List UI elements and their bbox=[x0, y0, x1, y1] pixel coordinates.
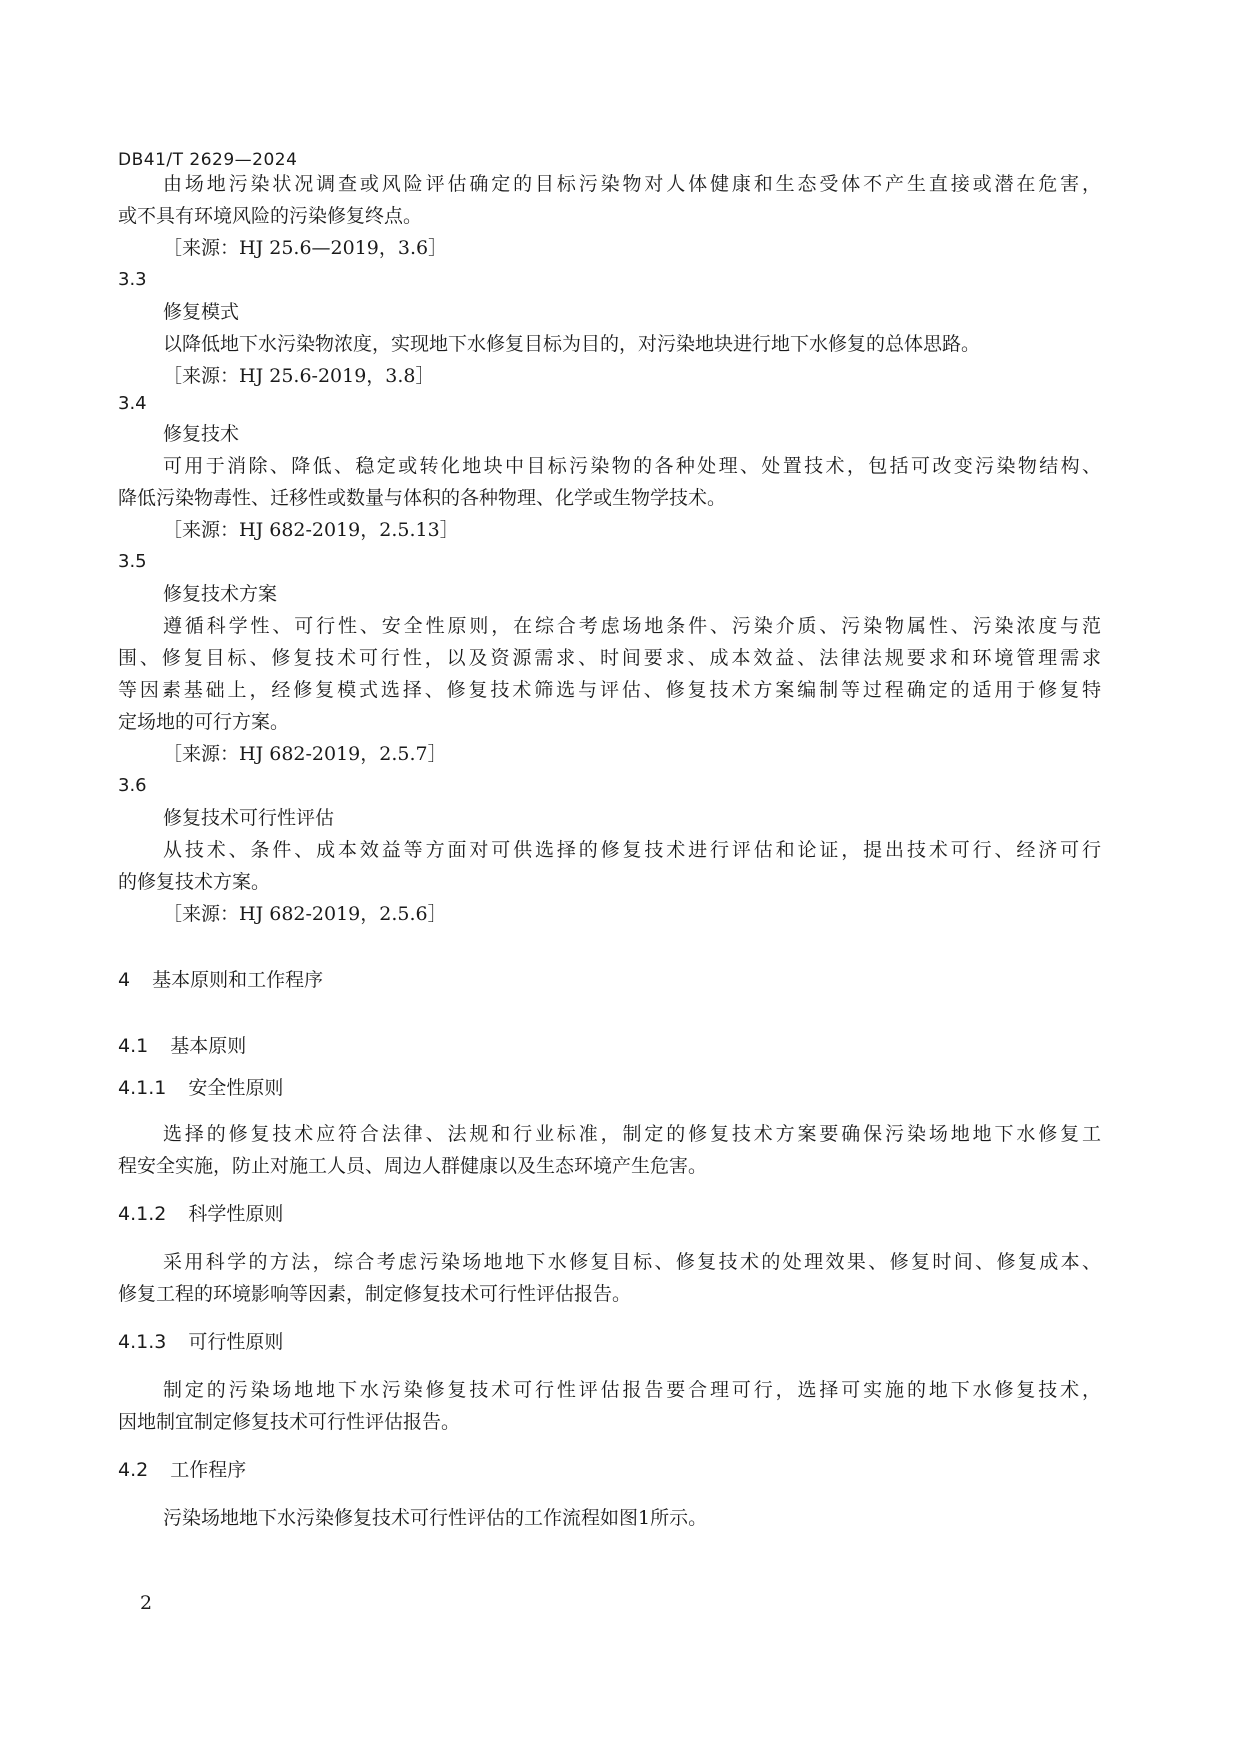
definition-3-5-number: 3.5 bbox=[118, 551, 147, 572]
definition-3-4-term: 修复技术 bbox=[163, 423, 240, 445]
page-number: 2 bbox=[140, 1592, 153, 1614]
definition-3-4-text-line1: 可用于消除、降低、稳定或转化地块中目标污染物的各种处理、处置技术，包括可改变污染物结构、 bbox=[163, 455, 1101, 477]
definition-3-4-text-line2: 降低污染物毒性、迁移性或数量与体积的各种物理、化学或生物学技术。 bbox=[118, 487, 727, 509]
section-4-1-2-number: 4.1.2 bbox=[118, 1203, 167, 1225]
section-4-heading bbox=[118, 968, 323, 992]
section-4-1-number: 4.1 bbox=[118, 1035, 149, 1057]
definition-3-6-text-line1: 从技术、条件、成本效益等方面对可供选择的修复技术进行评估和论证，提出技术可行、经济可行 bbox=[163, 839, 1101, 861]
definition-3-4-source: ［来源：HJ 682-2019，2.5.13］ bbox=[163, 519, 459, 541]
section-4-1-3-text-line2: 因地制宜制定修复技术可行性评估报告。 bbox=[118, 1411, 461, 1433]
section-4-2-title: 工作程序 bbox=[170, 1459, 247, 1481]
definition-3-6-term: 修复技术可行性评估 bbox=[163, 807, 335, 829]
definition-3-5-text-line3: 等因素基础上，经修复模式选择、修复技术筛选与评估、修复技术方案编制等过程确定的适用于修复特 bbox=[118, 679, 1101, 701]
section-4-1-3-title: 可行性原则 bbox=[188, 1331, 284, 1353]
section-4-2-text: 污染场地地下水污染修复技术可行性评估的工作流程如图1所示。 bbox=[163, 1507, 708, 1529]
definition-3-2-text-line1: 由场地污染状况调查或风险评估确定的目标污染物对人体健康和生态受体不产生直接或潜在危害， bbox=[163, 173, 1101, 195]
definition-3-3-term: 修复模式 bbox=[163, 301, 240, 323]
section-4-1-2-heading bbox=[118, 1202, 283, 1226]
definition-3-5-source: ［来源：HJ 682-2019，2.5.7］ bbox=[163, 743, 447, 765]
section-4-2-number: 4.2 bbox=[118, 1459, 149, 1481]
section-4-1-1-text-line1: 选择的修复技术应符合法律、法规和行业标准，制定的修复技术方案要确保污染场地地下水修复工 bbox=[163, 1123, 1101, 1145]
definition-3-5-text-line1: 遵循科学性、可行性、安全性原则，在综合考虑场地条件、污染介质、污染物属性、污染浓度与范 bbox=[163, 615, 1101, 637]
definition-3-5-text-line4: 定场地的可行方案。 bbox=[118, 711, 290, 733]
section-4-title: 基本原则和工作程序 bbox=[152, 969, 324, 991]
section-4-1-3-heading bbox=[118, 1330, 283, 1354]
section-4-1-3-text-line1: 制定的污染场地地下水污染修复技术可行性评估报告要合理可行，选择可实施的地下水修复技术， bbox=[163, 1379, 1101, 1401]
definition-3-6-number: 3.6 bbox=[118, 775, 147, 796]
section-4-1-title: 基本原则 bbox=[170, 1035, 247, 1057]
section-4-1-1-heading bbox=[118, 1076, 283, 1100]
definition-3-3-source: ［来源：HJ 25.6-2019，3.8］ bbox=[163, 365, 435, 387]
section-4-2-heading bbox=[118, 1458, 246, 1482]
definition-3-3-text: 以降低地下水污染物浓度，实现地下水修复目标为目的，对污染地块进行地下水修复的总体思路。 bbox=[163, 333, 981, 355]
section-4-1-2-title: 科学性原则 bbox=[188, 1203, 284, 1225]
section-4-1-1-title: 安全性原则 bbox=[188, 1077, 284, 1099]
standard-code-header: DB41/T 2629—2024 bbox=[118, 150, 298, 170]
definition-3-6-text-line2: 的修复技术方案。 bbox=[118, 871, 271, 893]
definition-3-6-source: ［来源：HJ 682-2019，2.5.6］ bbox=[163, 903, 447, 925]
section-4-1-1-number: 4.1.1 bbox=[118, 1077, 167, 1099]
definition-3-5-term: 修复技术方案 bbox=[163, 583, 278, 605]
definition-3-3-number: 3.3 bbox=[118, 269, 147, 290]
section-4-1-1-text-line2: 程安全实施，防止对施工人员、周边人群健康以及生态环境产生危害。 bbox=[118, 1155, 708, 1177]
definition-3-5-text-line2: 围、修复目标、修复技术可行性，以及资源需求、时间要求、成本效益、法律法规要求和环境管理需求 bbox=[118, 647, 1101, 669]
section-4-1-heading bbox=[118, 1034, 246, 1058]
section-4-1-2-text-line1: 采用科学的方法，综合考虑污染场地地下水修复目标、修复技术的处理效果、修复时间、修复成本、 bbox=[163, 1251, 1101, 1273]
definition-3-2-source: ［来源：HJ 25.6—2019，3.6］ bbox=[163, 237, 448, 259]
definition-3-2-text-line2: 或不具有环境风险的污染修复终点。 bbox=[118, 205, 423, 227]
section-4-number: 4 bbox=[118, 969, 131, 991]
definition-3-4-number: 3.4 bbox=[118, 393, 147, 414]
section-4-1-2-text-line2: 修复工程的环境影响等因素，制定修复技术可行性评估报告。 bbox=[118, 1283, 632, 1305]
section-4-1-3-number: 4.1.3 bbox=[118, 1331, 167, 1353]
